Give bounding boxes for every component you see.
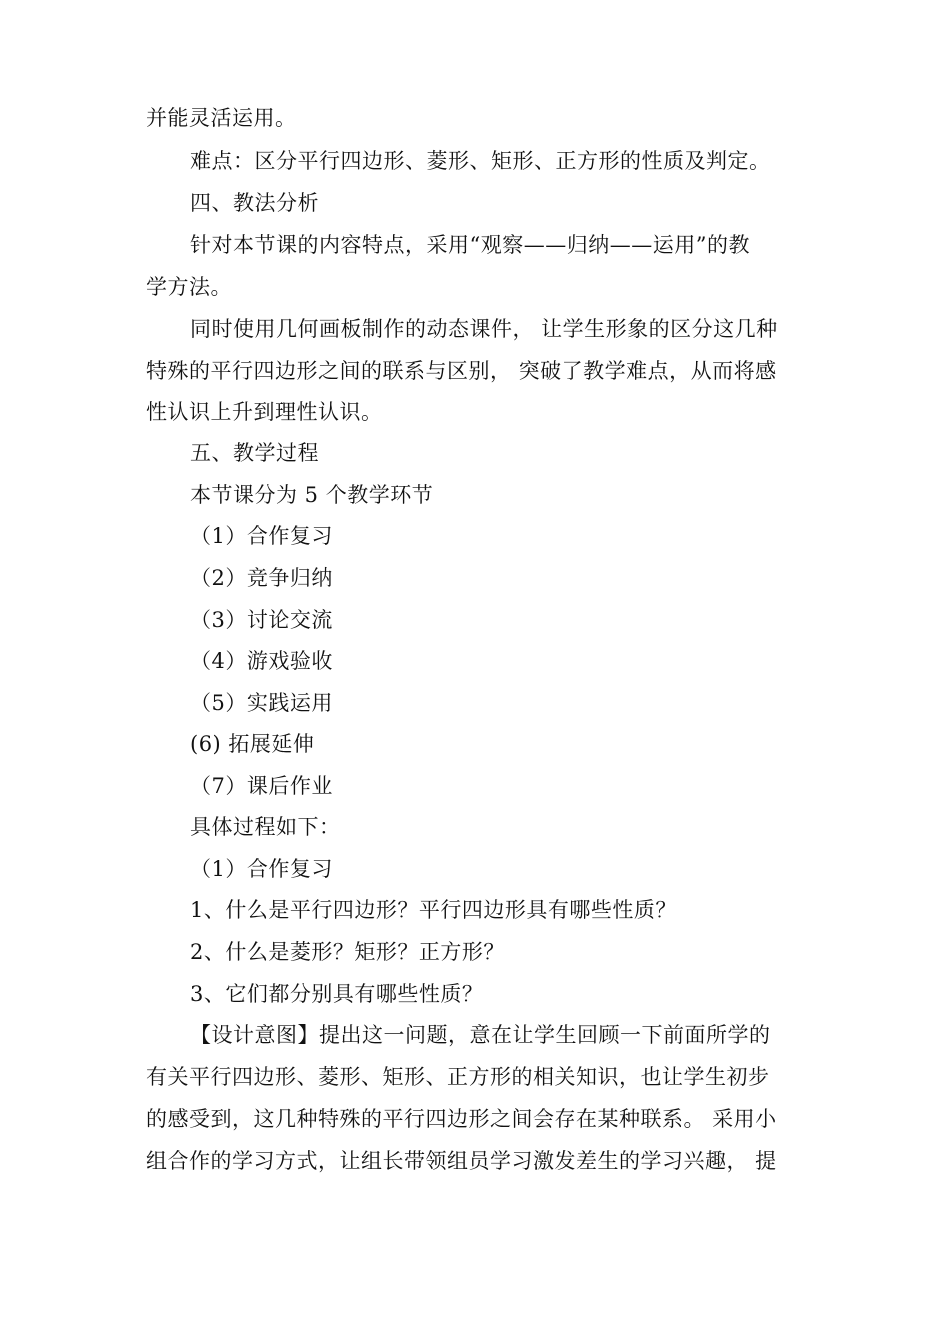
text-line: 并能灵活运用。 xyxy=(146,106,297,130)
list-item: （5）实践运用 xyxy=(190,691,333,715)
text-line: 特殊的平行四边形之间的联系与区别， 突破了教学难点，从而将感 xyxy=(146,359,777,383)
text-line: 有关平行四边形、菱形、矩形、正方形的相关知识，也让学生初步 xyxy=(146,1065,770,1089)
text-line: 针对本节课的内容特点，采用“观察——归纳——运用”的教 xyxy=(190,233,750,257)
text-line: 【设计意图】提出这一问题，意在让学生回顾一下前面所学的 xyxy=(190,1023,771,1047)
question-line: 2、什么是菱形？矩形？正方形？ xyxy=(190,940,505,964)
list-item: （3）讨论交流 xyxy=(190,608,333,632)
text-line: 难点：区分平行四边形、菱形、矩形、正方形的性质及判定。 xyxy=(190,149,771,173)
section-heading: 五、教学过程 xyxy=(190,441,319,465)
question-line: 3、它们都分别具有哪些性质？ xyxy=(190,982,484,1006)
list-item: （1）合作复习 xyxy=(190,857,333,881)
text-line: 组合作的学习方式，让组长带领组员学习激发差生的学习兴趣， 提 xyxy=(146,1149,777,1173)
text-line: 本节课分为 5 个教学环节 xyxy=(190,483,434,507)
text-line: 的感受到，这几种特殊的平行四边形之间会存在某种联系。 采用小 xyxy=(146,1107,777,1131)
text-line: 具体过程如下： xyxy=(190,815,341,839)
text-line: 性认识上升到理性认识。 xyxy=(146,400,383,424)
list-item: （2）竞争归纳 xyxy=(190,566,333,590)
text-line: 学方法。 xyxy=(146,275,232,299)
question-line: 1、什么是平行四边形？平行四边形具有哪些性质？ xyxy=(190,898,677,922)
text-line: 同时使用几何画板制作的动态课件， 让学生形象的区分这几种 xyxy=(190,317,778,341)
list-item: （7）课后作业 xyxy=(190,774,333,798)
section-heading: 四、教法分析 xyxy=(190,191,319,215)
list-item: （1）合作复习 xyxy=(190,524,333,548)
list-item: (6) 拓展延伸 xyxy=(190,732,315,756)
list-item: （4）游戏验收 xyxy=(190,649,333,673)
